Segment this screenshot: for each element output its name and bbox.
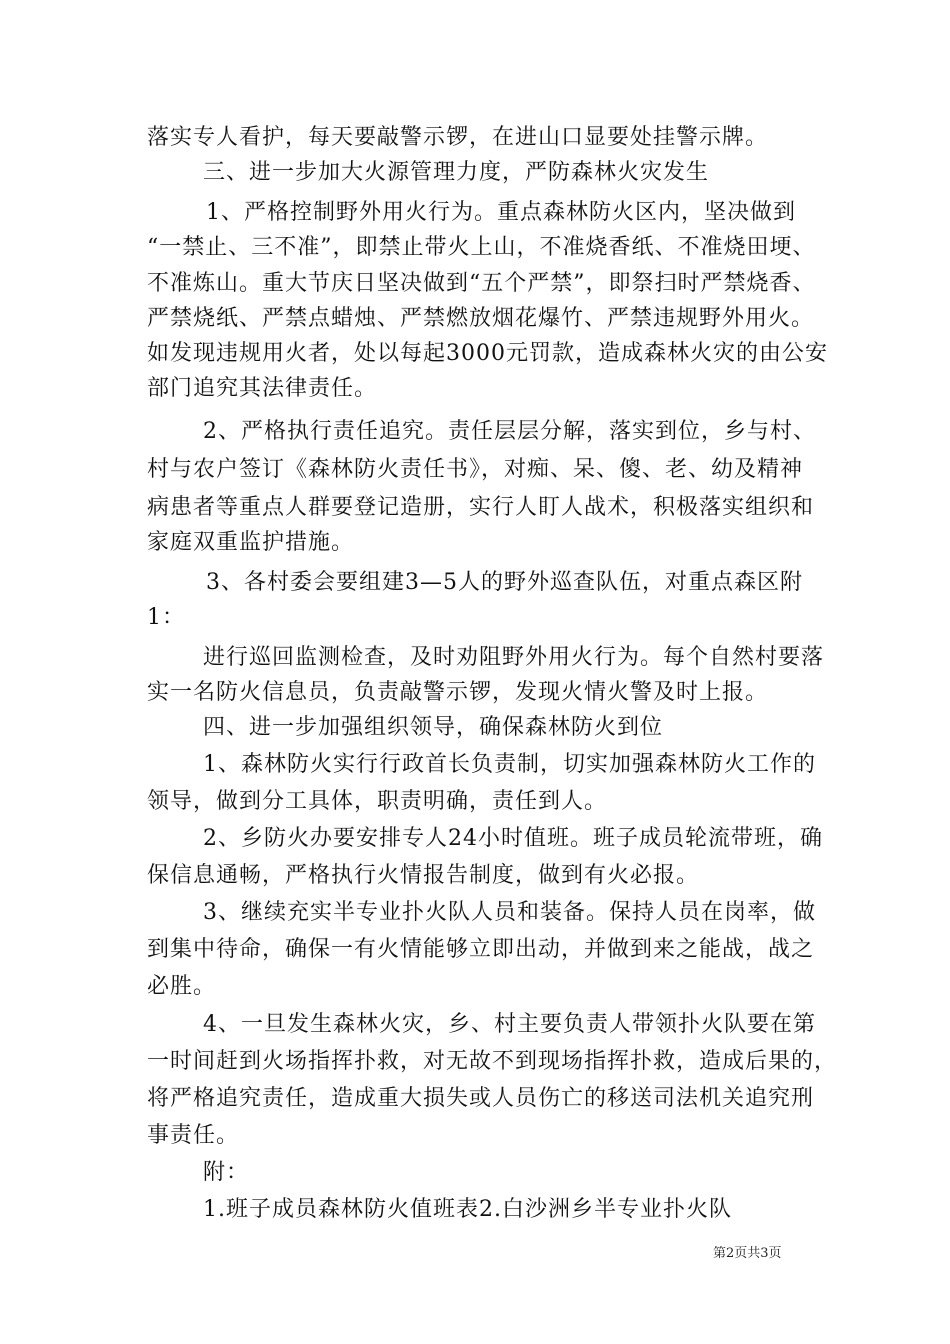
text-line: 家庭双重监护措施。 — [147, 530, 355, 555]
text-line: 一时间赶到火场指挥扑救，对无故不到现场指挥扑救，造成后果的， — [147, 1049, 838, 1074]
text-line: 到集中待命，确保一有火情能够立即出动，并做到来之能战，战之 — [147, 937, 815, 962]
text-line: 3、各村委会要组建3—5人的野外巡查队伍，对重点森区附 — [206, 570, 803, 595]
text-line: 如发现违规用火者，处以每起3000元罚款，造成森林火灾的由公安 — [147, 341, 828, 366]
text-line: 病患者等重点人群要登记造册，实行人盯人战术，积极落实组织和 — [147, 495, 815, 520]
text-line: 1、森林防火实行行政首长负责制，切实加强森林防火工作的 — [203, 752, 816, 777]
text-line: 将严格追究责任，造成重大损失或人员伤亡的移送司法机关追究刑 — [147, 1086, 815, 1111]
text-line: 保信息通畅，严格执行火情报告制度，做到有火必报。 — [147, 863, 700, 888]
text-line: 领导，做到分工具体，职责明确，责任到人。 — [147, 789, 608, 814]
text-line: 附： — [203, 1160, 250, 1185]
text-line: 事责任。 — [147, 1123, 240, 1148]
text-line: “一禁止、三不准”，即禁止带火上山，不准烧香纸、不准烧田埂、 — [147, 235, 816, 260]
page-number: 第2页共3页 — [713, 1246, 782, 1261]
text-line: 严禁烧纸、严禁点蜡烛、严禁燃放烟花爆竹、严禁违规野外用火。 — [147, 306, 815, 331]
section-heading: 四、进一步加强组织领导，确保森林防火到位 — [203, 715, 664, 740]
text-line: 1.班子成员森林防火值班表2.白沙洲乡半专业扑火队 — [203, 1197, 732, 1222]
text-line: 2、乡防火办要安排专人24小时值班。班子成员轮流带班，确 — [203, 826, 823, 851]
text-line: 1： — [147, 605, 185, 630]
text-line: 4、一旦发生森林火灾，乡、村主要负责人带领扑火队要在第 — [203, 1012, 816, 1037]
text-line: 3、继续充实半专业扑火队人员和装备。保持人员在岗率，做 — [203, 900, 816, 925]
text-line: 落实专人看护，每天要敲警示锣，在进山口显要处挂警示牌。 — [147, 125, 769, 150]
text-line: 进行巡回监测检查，及时劝阻野外用火行为。每个自然村要落 — [203, 645, 825, 670]
text-line: 2、严格执行责任追究。责任层层分解，落实到位，乡与村、 — [203, 419, 816, 444]
text-line: 不准炼山。重大节庆日坚决做到“五个严禁”，即祭扫时严禁烧香、 — [147, 271, 816, 296]
text-line: 必胜。 — [147, 974, 217, 999]
section-heading: 三、进一步加大火源管理力度，严防森林火灾发生 — [203, 160, 710, 185]
text-line: 1、严格控制野外用火行为。重点森林防火区内，坚决做到 — [206, 200, 796, 225]
text-line: 村与农户签订《森林防火责任书》，对痴、呆、傻、老、幼及精神 — [147, 457, 804, 482]
text-line: 实一名防火信息员，负责敲警示锣，发现火情火警及时上报。 — [147, 680, 769, 705]
text-line: 部门追究其法律责任。 — [147, 376, 378, 401]
